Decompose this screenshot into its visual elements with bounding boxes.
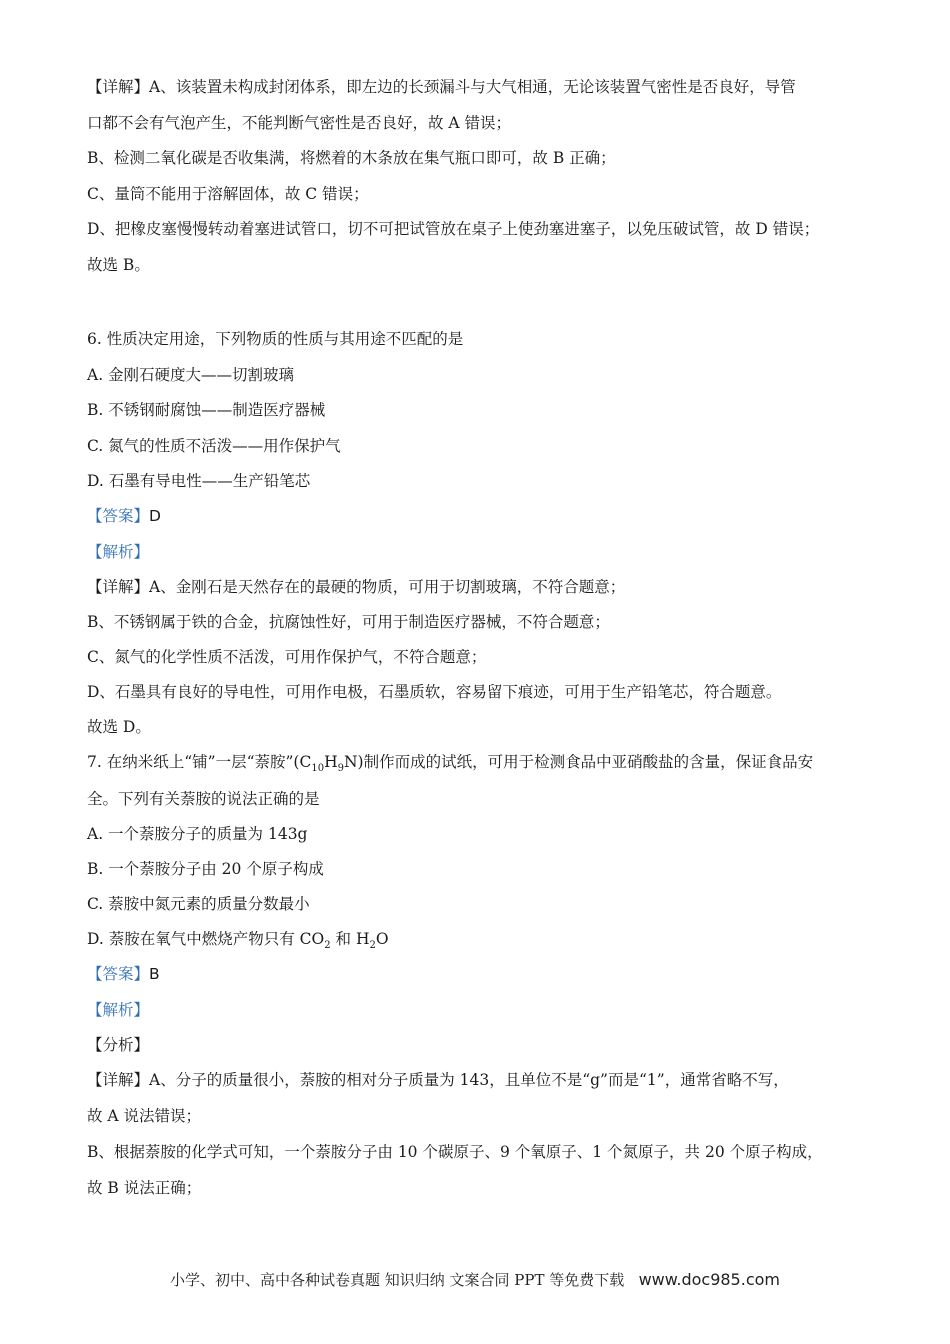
q6-detail-b: B、不锈钢属于铁的合金，抗腐蚀性好，可用于制造医疗器械，不符合题意； bbox=[87, 613, 610, 631]
q6-option-d: D. 石墨有导电性——生产铅笔芯 bbox=[87, 472, 311, 490]
q7-stem-line2: 全。下列有关萘胺的说法正确的是 bbox=[87, 790, 320, 808]
q6-detail-d: D、石墨具有良好的导电性，可用作电极，石墨质软，容易留下痕迹，可用于生产铅笔芯，符合题意。 bbox=[87, 683, 782, 701]
q7-fenxi-label: 【分析】 bbox=[87, 1036, 150, 1054]
q7-detail-a-line1: 【详解】A、分子的质量很小，萘胺的相对分子质量为 143，且单位不是“g”而是“1”，通常省略不写， bbox=[87, 1071, 789, 1089]
q7-stem-post: N)制作而成的试纸，可用于检测食品中亚硝酸盐的含量，保证食品安 bbox=[343, 753, 814, 771]
q6-conclusion: 故选 D。 bbox=[87, 718, 151, 736]
q6-option-c: C. 氮气的性质不活泼——用作保护气 bbox=[87, 437, 341, 455]
formula-h: H bbox=[324, 753, 338, 771]
q7-option-b: B. 一个萘胺分子由 20 个原子构成 bbox=[87, 860, 324, 878]
q6-option-b: B. 不锈钢耐腐蚀——制造医疗器械 bbox=[87, 401, 326, 419]
page-footer bbox=[0, 1269, 950, 1290]
q7-stem-line1 bbox=[87, 752, 813, 779]
footer-url-link[interactable]: www.doc985.com bbox=[638, 1270, 780, 1289]
answer-value: D bbox=[149, 507, 161, 525]
q6-answer bbox=[87, 506, 161, 526]
q7-stem-pre: 7. 在纳米纸上“铺”一层“萘胺”(C bbox=[87, 753, 312, 771]
q7-analysis-label: 【解析】 bbox=[87, 1001, 150, 1019]
q7-detail-b-line1: B、根据萘胺的化学式可知，一个萘胺分子由 10 个碳原子、9 个氧原子、1 个氮原子，共 20 个原子构成， bbox=[87, 1143, 823, 1161]
q6-stem: 6. 性质决定用途，下列物质的性质与其用途不匹配的是 bbox=[87, 330, 464, 348]
answer-value: B bbox=[149, 965, 160, 983]
q5-detail-b: B、检测二氧化碳是否收集满，将燃着的木条放在集气瓶口即可，故 B 正确； bbox=[87, 149, 616, 167]
q7-option-d-mid: 和 H bbox=[330, 930, 370, 948]
q7-option-d bbox=[87, 929, 389, 956]
answer-label: 【答案】 bbox=[87, 507, 150, 525]
q7-option-d-pre: D. 萘胺在氧气中燃烧产物只有 CO bbox=[87, 930, 325, 948]
answer-label: 【答案】 bbox=[87, 965, 150, 983]
q7-answer bbox=[87, 964, 160, 984]
q6-analysis-label: 【解析】 bbox=[87, 543, 150, 561]
q6-detail-c: C、氮气的化学性质不活泼，可用作保护气，不符合题意； bbox=[87, 648, 487, 666]
formula-subscript: 2 bbox=[369, 940, 376, 952]
q5-detail-a-line2: 口都不会有气泡产生，不能判断气密性是否良好，故 A 错误； bbox=[87, 114, 512, 132]
q7-detail-a-line2: 故 A 说法错误； bbox=[87, 1107, 202, 1125]
q7-detail-b-line2: 故 B 说法正确； bbox=[87, 1179, 202, 1197]
q6-option-a: A. 金刚石硬度大——切割玻璃 bbox=[87, 366, 295, 384]
formula-subscript: 9 bbox=[337, 763, 344, 775]
q7-option-d-post: O bbox=[375, 930, 389, 948]
q5-detail-d: D、把橡皮塞慢慢转动着塞进试管口，切不可把试管放在桌子上使劲塞进塞子，以免压破试管，故 D 错误； bbox=[87, 220, 820, 238]
formula-subscript: 2 bbox=[324, 940, 331, 952]
q5-conclusion: 故选 B。 bbox=[87, 256, 150, 274]
q7-option-a: A. 一个萘胺分子的质量为 143g bbox=[87, 825, 308, 843]
footer-text: 小学、初中、高中各种试卷真题 知识归纳 文案合同 PPT 等免费下载 bbox=[170, 1271, 625, 1289]
q5-detail-a-line1: 【详解】A、该装置未构成封闭体系，即左边的长颈漏斗与大气相通，无论该装置气密性是否良好，导管 bbox=[87, 78, 796, 96]
q7-option-c: C. 萘胺中氮元素的质量分数最小 bbox=[87, 895, 310, 913]
q6-detail-a: 【详解】A、金刚石是天然存在的最硬的物质，可用于切割玻璃，不符合题意； bbox=[87, 578, 626, 596]
formula-subscript: 10 bbox=[311, 763, 325, 775]
q5-detail-c: C、量筒不能用于溶解固体，故 C 错误； bbox=[87, 185, 369, 203]
